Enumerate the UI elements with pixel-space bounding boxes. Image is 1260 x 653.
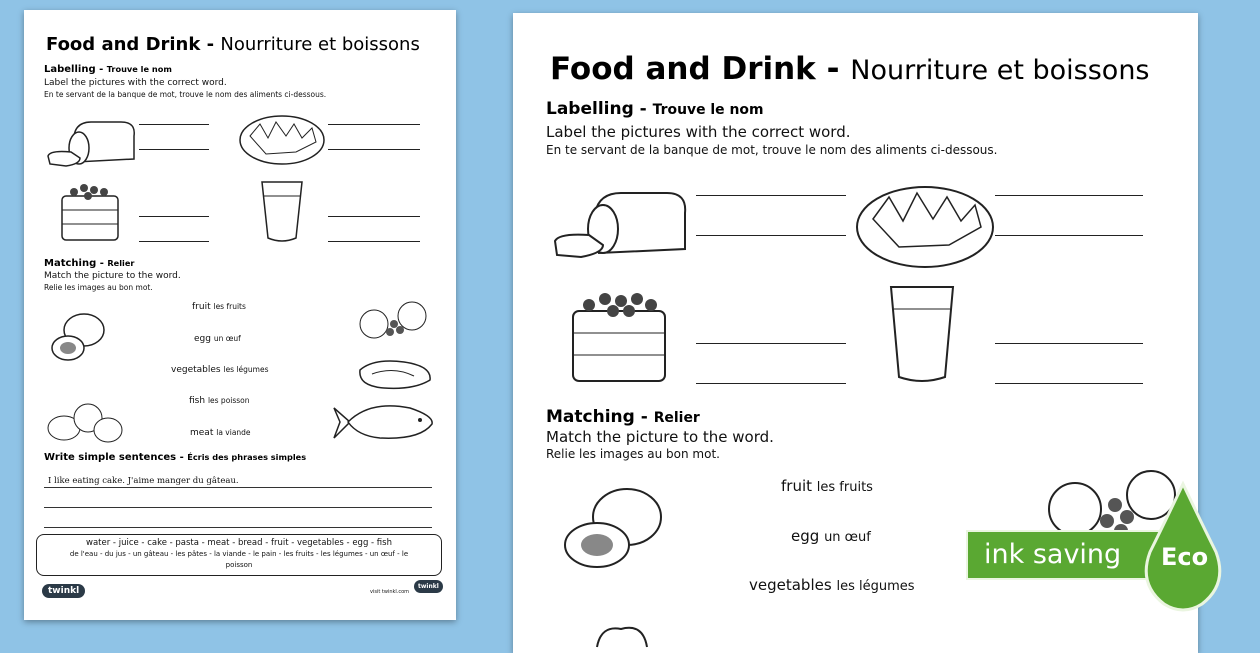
cake-icon-large	[569, 285, 669, 385]
eco-label: Eco	[1161, 543, 1209, 571]
glass-icon	[258, 178, 306, 244]
sentences-heading: Write simple sentences - Écris des phrases simples	[44, 452, 307, 463]
twinkl-logo-small: twinkl	[414, 580, 443, 593]
worksheet-preview-left	[24, 10, 456, 620]
fruit-icon	[354, 298, 434, 344]
word-bank-en: water - juice - cake - pasta - meat - bread - fruit - vegetables - egg - fish	[86, 538, 392, 548]
bread-icon	[46, 114, 136, 172]
meat-icon	[354, 356, 436, 394]
labelling-instruction-fr-large: En te servant de la banque de mot, trouve le nom des aliments ci-dessous.	[546, 143, 998, 157]
sentence-example: I like eating cake. J'aime manger du gâteau.	[48, 476, 239, 486]
matching-instruction-en: Match the picture to the word.	[44, 271, 181, 281]
matching-instruction-en-large: Match the picture to the word.	[546, 428, 774, 446]
match-word-fruit: fruit les fruits	[192, 302, 246, 312]
labelling-instruction-en: Label the pictures with the correct word.	[44, 78, 227, 88]
labelling-heading-large: Labelling - Trouve le nom	[546, 99, 764, 119]
match-word-vegetables: vegetables les légumes	[171, 365, 269, 375]
matching-heading-large: Matching - Relier	[546, 407, 700, 427]
ink-saving-banner	[966, 530, 1170, 580]
match-word-meat: meat la viande	[190, 428, 251, 438]
bread-icon-large	[551, 183, 691, 265]
matching-instruction-fr: Relie les images au bon mot.	[44, 283, 153, 292]
word-bank-fr: de l'eau - du jus - un gâteau - les pâtes - la viande - le pain - les fruits - les légumes - un œuf - le poisson	[69, 550, 409, 569]
page-title-large: Food and Drink - Nourriture et boissons	[550, 51, 1150, 87]
match-word-egg-large: egg un œuf	[791, 527, 871, 545]
labelling-instruction-fr: En te servant de la banque de mot, trouve le nom des aliments ci-dessous.	[44, 90, 327, 99]
footer-url: visit twinkl.com	[370, 589, 410, 595]
matching-instruction-fr-large: Relie les images au bon mot.	[546, 447, 720, 461]
cake-icon	[58, 178, 124, 244]
salad-bowl-icon	[236, 114, 328, 170]
match-word-egg: egg un œuf	[194, 334, 241, 344]
egg-icon-large	[555, 483, 667, 583]
match-word-vegetables-large: vegetables les légumes	[749, 576, 915, 594]
vegetables-icon-large	[591, 619, 651, 649]
page-title: Food and Drink - Nourriture et boissons	[46, 34, 420, 55]
ink-saving-label: ink saving	[984, 539, 1122, 570]
salad-bowl-icon-large	[853, 183, 997, 273]
egg-icon	[46, 308, 108, 368]
match-word-fruit-large: fruit les fruits	[781, 477, 873, 495]
ink-saving-badge	[966, 480, 1260, 620]
labelling-heading: Labelling - Trouve le nom	[44, 64, 172, 75]
twinkl-logo: twinkl	[42, 584, 85, 598]
word-bank	[36, 534, 442, 576]
glass-icon-large	[887, 283, 957, 385]
labelling-instruction-en-large: Label the pictures with the correct word.	[546, 123, 851, 141]
vegetables-icon	[44, 398, 126, 448]
match-word-fish: fish les poisson	[189, 396, 250, 406]
matching-heading: Matching - Relier	[44, 258, 135, 269]
fish-icon	[330, 398, 438, 452]
